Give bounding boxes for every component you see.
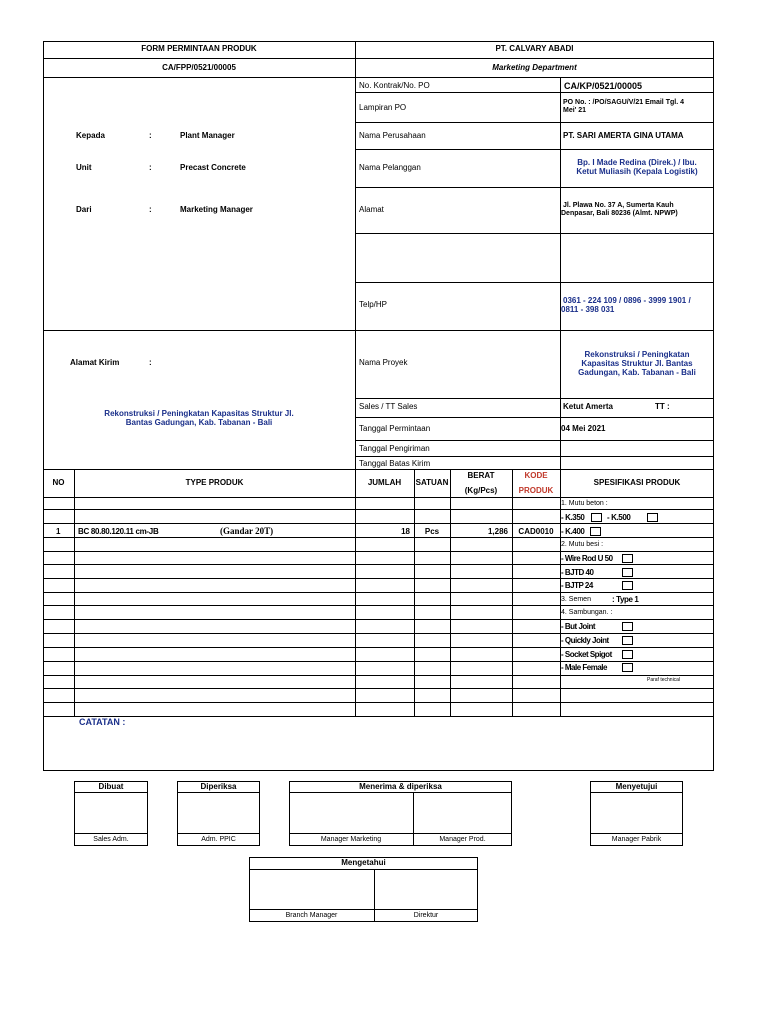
lampiran-label: Lampiran PO — [359, 103, 407, 112]
unit-value: Precast Concrete — [180, 163, 246, 172]
divider — [590, 792, 683, 793]
sign-menyetujui-role: Manager Pabrik — [611, 836, 662, 843]
divider — [74, 469, 75, 717]
divider — [355, 233, 714, 234]
spec-k350: - K.350 — [561, 513, 585, 522]
spec-sambungan: 4. Sambungan. : — [561, 609, 613, 616]
proyek-value-2: Kapasitas Struktur Jl. Bantas — [581, 359, 693, 368]
table-row — [43, 551, 714, 552]
proyek-label: Nama Proyek — [359, 358, 408, 367]
tgl-permintaan-value: 04 Mei 2021 — [561, 424, 606, 433]
checkbox-bjtp[interactable] — [622, 581, 633, 590]
kontrak-label: No. Kontrak/No. PO — [359, 81, 430, 90]
spec-mutu-besi: 2. Mutu besi : — [561, 541, 604, 548]
divider — [249, 869, 478, 870]
divider — [560, 77, 561, 470]
pelanggan-value-2: Ketut Muliasih (Kepala Logistik) — [576, 167, 698, 176]
spec-semen-label: 3. Semen — [561, 596, 591, 603]
lampiran-value-1: PO No. : /PO/SAGU/V/21 Email Tgl. 4 — [563, 99, 684, 106]
telp-value-1: 0361 - 224 109 / 0896 - 3999 1901 / — [563, 296, 691, 305]
telp-label: Telp/HP — [359, 300, 388, 309]
divider — [355, 440, 714, 441]
divider — [450, 469, 451, 717]
row-no: 1 — [56, 527, 61, 536]
table-row — [43, 523, 714, 524]
row-berat: 1,286 — [487, 527, 508, 536]
sign-diperiksa-title: Diperiksa — [200, 782, 237, 791]
tgl-batas-label: Tanggal Batas Kirim — [359, 459, 431, 468]
alamat-kirim-label: Alamat Kirim — [70, 358, 120, 367]
sales-label: Sales / TT Sales — [359, 402, 418, 411]
divider — [43, 77, 714, 78]
sign-dibuat-title: Dibuat — [98, 782, 124, 791]
sign-mengetahui-role-1: Branch Manager — [285, 912, 338, 919]
divider — [43, 469, 714, 470]
spec-bjtp: - BJTP 24 — [561, 581, 593, 590]
spec-k500: - K.500 — [607, 513, 631, 522]
company-name: PT. CALVARY ABADI — [495, 44, 574, 53]
tt-label: TT : — [655, 402, 670, 411]
col-spek: SPESIFIKASI PRODUK — [593, 478, 681, 487]
divider — [289, 792, 512, 793]
col-kode-1: KODE — [524, 471, 548, 480]
alamat-value-1: Jl. Plawa No. 37 A, Sumerta Kauh — [563, 202, 674, 209]
table-row — [43, 647, 714, 648]
paraf-line — [652, 675, 684, 676]
dari-label: Dari — [76, 205, 92, 214]
spec-paraf: Paraf technical — [647, 677, 681, 683]
sign-menyetujui-title: Menyetujui — [615, 782, 658, 791]
kepada-value: Plant Manager — [180, 131, 235, 140]
pelanggan-value-1: Bp. I Made Redina (Direk.) / Ibu. — [577, 158, 697, 167]
spec-k400: - K.400 — [561, 527, 585, 536]
divider — [249, 909, 478, 910]
row-satuan: Pcs — [424, 527, 440, 536]
row-kode: CAD0010 — [518, 527, 554, 536]
checkbox-socket-spigot[interactable] — [622, 650, 633, 659]
spec-mutu-beton: 1. Mutu beton : — [561, 500, 608, 507]
row-note: (Gandar 20T) — [220, 526, 274, 536]
spec-bjtd: - BJTD 40 — [561, 568, 594, 577]
spec-socket-spigot: - Socket Spigot — [561, 650, 612, 659]
divider — [414, 469, 415, 717]
kontrak-value: CA/KP/0521/00005 — [564, 81, 643, 91]
checkbox-but-joint[interactable] — [622, 622, 633, 631]
table-row — [43, 661, 714, 662]
tgl-pengiriman-label: Tanggal Pengiriman — [359, 444, 430, 453]
sign-diperiksa-role: Adm. PPIC — [201, 836, 236, 843]
table-row — [43, 497, 714, 498]
sign-menerima-title: Menerima & diperiksa — [359, 782, 442, 791]
table-row — [43, 564, 714, 565]
checkbox-quickly-joint[interactable] — [622, 636, 633, 645]
divider — [74, 792, 148, 793]
sign-menerima-role-2: Manager Prod. — [439, 836, 486, 843]
col-jumlah: JUMLAH — [367, 478, 402, 487]
col-kode-2: PRODUK — [518, 486, 554, 495]
divider — [74, 833, 148, 834]
table-row — [43, 592, 714, 593]
checkbox-k350[interactable] — [591, 513, 602, 522]
sign-mengetahui-title: Mengetahui — [341, 858, 386, 867]
tgl-permintaan-label: Tanggal Permintaan — [359, 424, 431, 433]
department-name: Marketing Department — [492, 63, 577, 72]
row-type: BC 80.80.120.11 cm-JB — [78, 527, 159, 536]
divider — [355, 282, 714, 283]
pelanggan-label: Nama Pelanggan — [359, 163, 421, 172]
form-title: FORM PERMINTAAN PRODUK — [141, 44, 257, 53]
spec-male-female: - Male Female — [561, 663, 607, 672]
divider — [355, 398, 714, 399]
table-row — [43, 633, 714, 634]
alamat-value-2: Denpasar, Bali 80236 (Almt. NPWP) — [561, 210, 678, 217]
table-row — [43, 605, 714, 606]
sign-mengetahui-role-2: Direktur — [413, 912, 439, 919]
divider — [355, 122, 714, 123]
divider — [355, 149, 714, 150]
col-satuan: SATUAN — [415, 478, 449, 487]
alamat-kirim-value-1: Rekonstruksi / Peningkatan Kapasitas Struktur Jl. — [104, 409, 294, 418]
colon: : — [149, 163, 152, 172]
checkbox-wire-rod[interactable] — [622, 554, 633, 563]
lampiran-value-2: Mei' 21 — [563, 107, 587, 114]
dari-value: Marketing Manager — [180, 205, 253, 214]
col-no: NO — [52, 478, 65, 487]
spec-wire-rod: - Wire Rod U 50 — [561, 554, 613, 563]
spec-quickly-joint: - Quickly Joint — [561, 636, 609, 645]
table-row — [43, 675, 714, 676]
table-row — [43, 688, 714, 689]
kepada-label: Kepada — [76, 131, 105, 140]
divider — [43, 330, 714, 331]
colon: : — [149, 205, 152, 214]
divider — [355, 41, 356, 717]
colon: : — [149, 358, 152, 367]
divider — [355, 417, 714, 418]
proyek-value-1: Rekonstruksi / Peningkatan — [584, 350, 690, 359]
checkbox-male-female[interactable] — [622, 663, 633, 672]
colon: : — [149, 131, 152, 140]
table-row — [43, 702, 714, 703]
col-type: TYPE PRODUK — [185, 478, 244, 487]
sales-value: Ketut Amerta — [563, 402, 613, 411]
checkbox-k500[interactable] — [647, 513, 658, 522]
sign-dibuat-role: Sales Adm. — [93, 836, 129, 843]
divider — [177, 792, 260, 793]
divider — [43, 58, 714, 59]
table-row — [43, 509, 714, 510]
spec-semen-value: : Type 1 — [612, 595, 639, 604]
sign-menerima-role-1: Manager Marketing — [320, 836, 382, 843]
divider — [355, 187, 714, 188]
divider — [590, 833, 683, 834]
unit-label: Unit — [76, 163, 92, 172]
divider — [355, 92, 714, 93]
spec-but-joint: - But Joint — [561, 622, 596, 631]
table-row — [43, 578, 714, 579]
divider — [177, 833, 260, 834]
perusahaan-value: PT. SARI AMERTA GINA UTAMA — [563, 131, 684, 140]
table-row — [43, 619, 714, 620]
divider — [43, 716, 714, 717]
checkbox-bjtd[interactable] — [622, 568, 633, 577]
col-berat-1: BERAT — [467, 471, 495, 480]
checkbox-k400[interactable] — [590, 527, 601, 536]
form-number: CA/FPP/0521/00005 — [162, 63, 236, 72]
proyek-value-3: Gadungan, Kab. Tabanan - Bali — [578, 368, 696, 377]
table-row — [43, 537, 714, 538]
row-jumlah: 18 — [401, 527, 410, 536]
divider — [289, 833, 512, 834]
alamat-label: Alamat — [359, 205, 384, 214]
divider — [355, 456, 714, 457]
catatan-label: CATATAN : — [79, 717, 126, 727]
alamat-kirim-value-2: Bantas Gadungan, Kab. Tabanan - Bali — [125, 418, 273, 427]
perusahaan-label: Nama Perusahaan — [359, 131, 426, 140]
col-berat-2: (Kg/Pcs) — [464, 486, 498, 495]
divider — [512, 469, 513, 717]
telp-value-2: 0811 - 398 031 — [561, 305, 615, 314]
